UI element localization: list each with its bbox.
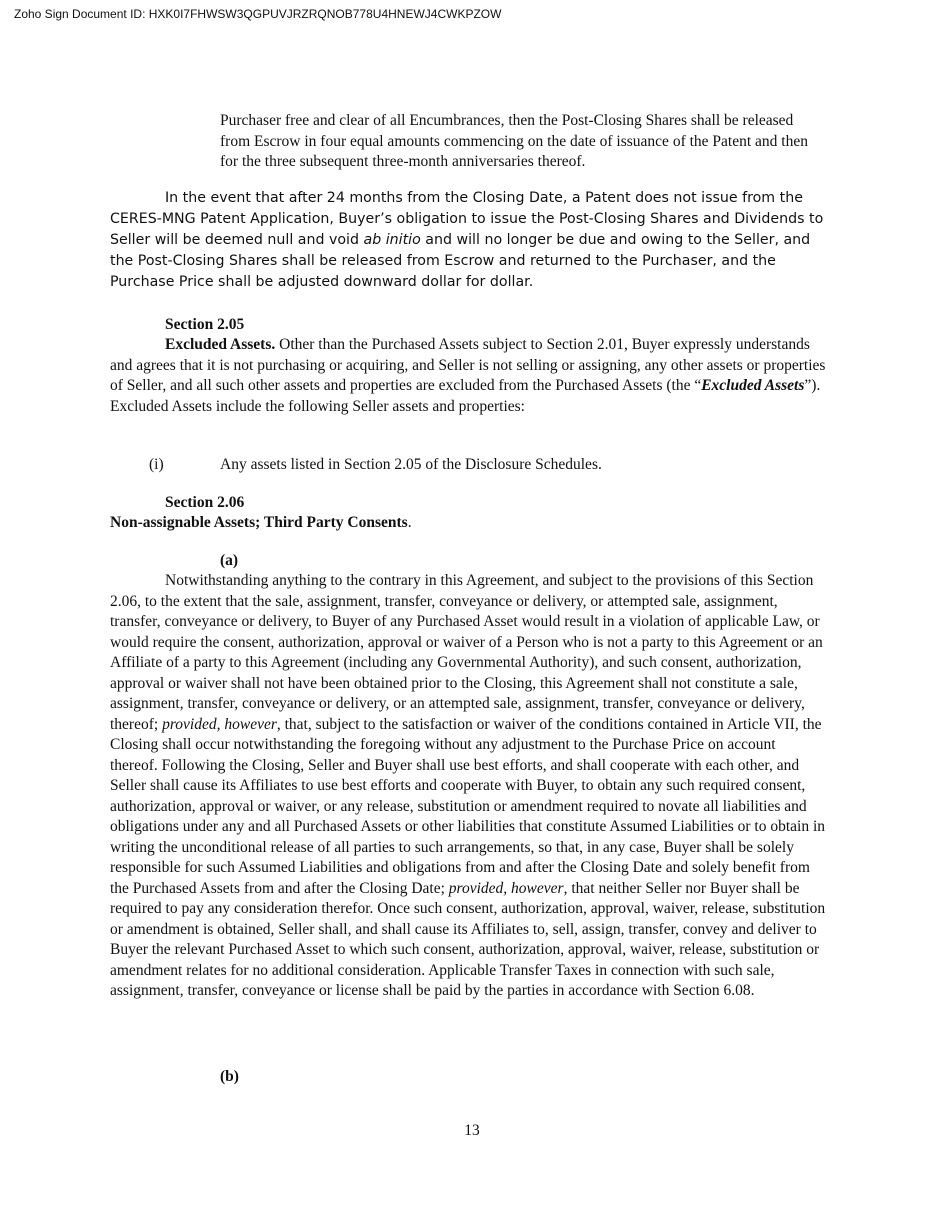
excluded-assets-defined-term: Excluded Assets: [701, 377, 805, 394]
ab-initio-term: ab initio: [363, 232, 421, 248]
subsection-a-text-1: Notwithstanding anything to the contrary in this Agreement, and subject to the provisions of this Section 2.06, to the extent that the sale, assignment, transfer, conveyance or delivery, or attempted sale, assignment, transfer, conveyance or delivery, to Buyer of any Purchased Asset would result in a violation of applicable Law, or would require the consent, authorization, approval or waiver of a Person who is not a party to this Agreement or an Affiliate of a party to this Agreement (including any Governmental Authority), and such consent, authorization, approval or waiver shall not have been obtained prior to the Closing, this Agreement shall not constitute a sale, assignment, transfer, conveyance or delivery, or an attempted sale, assignment, transfer, conveyance or delivery, thereof;: [110, 572, 823, 733]
subsection-b-label: (b): [220, 1068, 239, 1085]
continued-clause: Purchaser free and clear of all Encumbrances, then the Post-Closing Shares shall be released from Escrow in four equal amounts commencing on the date of issuance of the Patent and then for the three subsequent three-month anniversaries thereof.: [220, 112, 808, 170]
subsection-a-body: [110, 571, 826, 1002]
item-i-marker: (i): [149, 456, 164, 473]
non-assignable-assets-title: Non-assignable Assets; Third Party Consents: [110, 514, 408, 531]
proviso-2: provided, however: [448, 879, 564, 897]
subsection-a-label: (a): [220, 552, 239, 569]
section-2-05-body: [110, 335, 826, 417]
subsection-a-text-3: , that neither Seller nor Buyer shall be required to pay any consideration therefor. Once such consent, authorization, approval, waiver, release, substitution or amendment is obtained, Seller shall, and shall cause its Affiliates to, sell, assign, transfer, convey and deliver to Buyer the relevant Purchased Asset to which such consent, authorization, approval, waiver, release, substitution or amendment relates for no additional consideration. Applicable Transfer Taxes in connection with such sale, assignment, transfer, conveyance or license shall be paid by the parties in accordance with Section 6.08.: [110, 879, 826, 999]
page-number: 13: [464, 1122, 480, 1139]
section-2-05-text-1: Other than the Purchased Assets subject to Section 2.01, Buyer expressly understands and agrees that it is not purchasing or acquiring, and Seller is not selling or assigning, any other assets or properties of Seller, and all such other assets and properties are excluded from the Purchased Assets (the “: [110, 336, 826, 394]
section-2-05-text-2: ”). Excluded Assets include the following Seller assets and properties:: [110, 377, 821, 415]
section-2-06-heading: Section 2.06: [165, 494, 245, 511]
patent-issuance-paragraph: [110, 188, 826, 293]
section-2-05-heading: Section 2.05: [165, 316, 245, 333]
patent-paragraph-text-2: and will no longer be due and owing to the Seller, and the Post-Closing Shares shall be released from Escrow and returned to the Purchaser, and the Purchase Price shall be adjusted downward dollar for dollar.: [110, 232, 811, 290]
document-id-header: Zoho Sign Document ID: HXK0I7FHWSW3QGPUVJRZRQNOB778U4HNEWJ4CWKPZOW: [14, 7, 502, 21]
subsection-a-text-2: , that, subject to the satisfaction or waiver of the conditions contained in Article VII, the Closing shall occur notwithstanding the foregoing without any adjustment to the Purchase Price on account thereof. Following the Closing, Seller and Buyer shall use best efforts, and shall cooperate with each other, and Seller shall cause its Affiliates to use best efforts and cooperate with Buyer, to obtain any such required consent, authorization, approval or waiver, or any release, substitution or amendment required to novate all liabilities and obligations under any and all Purchased Assets or other liabilities that constitute Assumed Liabilities or to obtain in writing the unconditional release of all parties to such arrangements, so that, in any case, Buyer shall be solely responsible for such Assumed Liabilities and obligations from and after the Closing Date and solely benefit from the Purchased Assets from and after the Closing Date;: [110, 715, 826, 897]
excluded-assets-title: Excluded Assets.: [165, 336, 276, 353]
title-period: .: [407, 514, 412, 531]
patent-paragraph-text-1: In the event that after 24 months from the Closing Date, a Patent does not issue from the CERES-MNG Patent Application, Buyer’s obligation to issue the Post-Closing Shares and Dividends to Seller will be deemed null and void: [110, 190, 824, 248]
proviso-1: provided, however: [162, 715, 277, 733]
item-i-text: Any assets listed in Section 2.05 of the Disclosure Schedules.: [220, 456, 602, 473]
section-2-06-title-line: [110, 513, 826, 534]
